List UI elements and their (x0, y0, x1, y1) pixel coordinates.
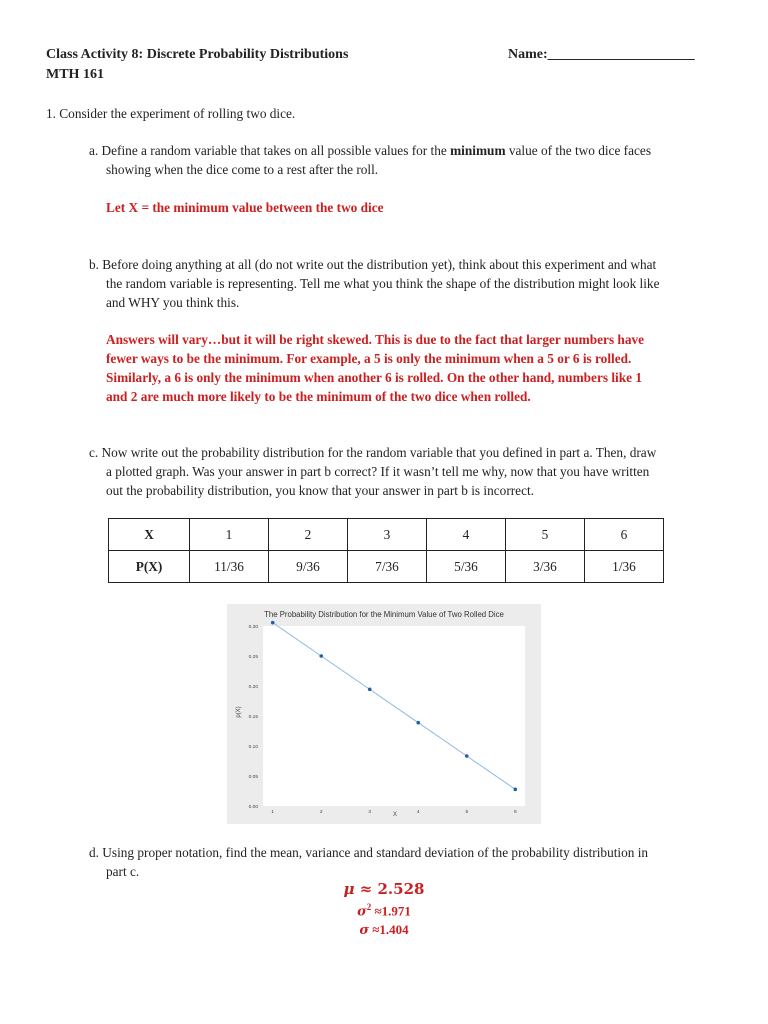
x-tick-label: 6 (513, 810, 517, 815)
part-a-answer: Let X = the minimum value between the two dice (106, 200, 384, 215)
variance-value: ≈1.971 (371, 903, 411, 919)
data-point (368, 688, 372, 692)
data-point (513, 788, 517, 792)
part-b-answer-line: Similarly, a 6 is only the minimum when another 6 is rolled. On the other hand, numbers like 1 (106, 370, 642, 385)
variance-exponent: 2 (366, 902, 372, 912)
probability-distribution-table (108, 518, 664, 583)
table-cell-x: 6 (585, 519, 664, 551)
table-cell-px: 1/36 (585, 551, 664, 583)
table-header-px: P(X) (109, 551, 190, 583)
x-tick-label: 1 (271, 810, 275, 815)
part-b-answer (106, 330, 644, 406)
part-c-line3: out the probability distribution, you know that your answer in part b is incorrect. (106, 483, 535, 498)
part-d-line1: d. Using proper notation, find the mean, variance and standard deviation of the probability distribution in (89, 845, 649, 860)
part-a-line1-post: value of the two dice faces (505, 143, 651, 158)
name-field-label: Name:_____________________ (508, 47, 695, 62)
chart-title: The Probability Distribution for the Minimum Value of Two Rolled Dice (264, 610, 504, 619)
table-cell-x: 4 (427, 519, 506, 551)
data-point (319, 654, 323, 658)
part-a-bold-word: minimum (450, 143, 506, 158)
part-a-line2: showing when the dice come to a rest after the roll. (106, 162, 379, 177)
y-tick-label: 0.00 (248, 805, 258, 810)
probability-chart (227, 604, 541, 824)
mean-formula (0, 880, 768, 899)
plot-area (263, 626, 525, 806)
y-tick-label: 0.30 (248, 625, 258, 630)
table-cell-x: 3 (348, 519, 427, 551)
data-point (271, 621, 275, 625)
y-tick-label: 0.25 (248, 655, 258, 660)
table-cell-px: 11/36 (190, 551, 269, 583)
variance-symbol: σ (357, 904, 367, 920)
part-a-question (89, 141, 651, 160)
table-cell-x: 2 (269, 519, 348, 551)
part-d-line2: part c. (106, 864, 140, 879)
part-c-line1: c. Now write out the probability distribution for the random variable that you defined in part a. Then, draw (89, 445, 657, 460)
sd-formula (0, 922, 768, 938)
y-tick-label: 0.05 (248, 775, 258, 780)
part-b-answer-line: fewer ways to be the minimum. For example, a 5 is only the minimum when a 5 or 6 is rolled. (106, 351, 632, 366)
x-tick-label: 4 (416, 810, 420, 815)
part-b-line1: b. Before doing anything at all (do not write out the distribution yet), think about this experiment and what (89, 257, 657, 272)
part-b-answer-line: and 2 are much more likely to be the minimum of the two dice when rolled. (106, 389, 531, 404)
table-cell-px: 5/36 (427, 551, 506, 583)
x-tick-label: 5 (465, 810, 469, 815)
sd-symbol: σ (359, 923, 369, 938)
x-axis-label: X (392, 812, 398, 818)
variance-formula (0, 902, 768, 919)
part-b-line3: and WHY you think this. (106, 295, 240, 310)
mean-symbol: μ ≈ (343, 880, 378, 898)
table-cell-px: 7/36 (348, 551, 427, 583)
question-1-prompt: 1. Consider the experiment of rolling two dice. (46, 106, 296, 121)
y-tick-label: 0.10 (248, 745, 258, 750)
part-b-answer-line: Answers will vary…but it will be right skewed. This is due to the fact that larger numbers have (106, 332, 645, 347)
y-axis-label: p(X) (236, 706, 242, 718)
table-header-x: X (109, 519, 190, 551)
mean-value: 2.528 (377, 880, 425, 898)
part-c-line2: a plotted graph. Was your answer in part b correct? If it wasn’t tell me why, now that you have written (106, 464, 650, 479)
x-tick-label: 2 (319, 810, 323, 815)
table-cell-px: 3/36 (506, 551, 585, 583)
part-a-line1-pre: a. Define a random variable that takes on all possible values for the (89, 143, 451, 158)
table-cell-px: 9/36 (269, 551, 348, 583)
y-tick-label: 0.20 (248, 685, 258, 690)
part-b-line2: the random variable is representing. Tell me what you think the shape of the distribution might look like (106, 276, 660, 291)
page-title: Class Activity 8: Discrete Probability Distributions (46, 47, 349, 62)
data-point (465, 754, 469, 758)
course-code: MTH 161 (46, 67, 104, 82)
x-tick-label: 3 (368, 810, 372, 815)
data-point (416, 721, 420, 725)
table-row-px (109, 551, 664, 583)
chart-svg (227, 604, 541, 824)
table-row-x (109, 519, 664, 551)
y-tick-label: 0.15 (248, 715, 258, 720)
sd-value: ≈1.404 (368, 922, 409, 937)
table-cell-x: 1 (190, 519, 269, 551)
table-cell-x: 5 (506, 519, 585, 551)
